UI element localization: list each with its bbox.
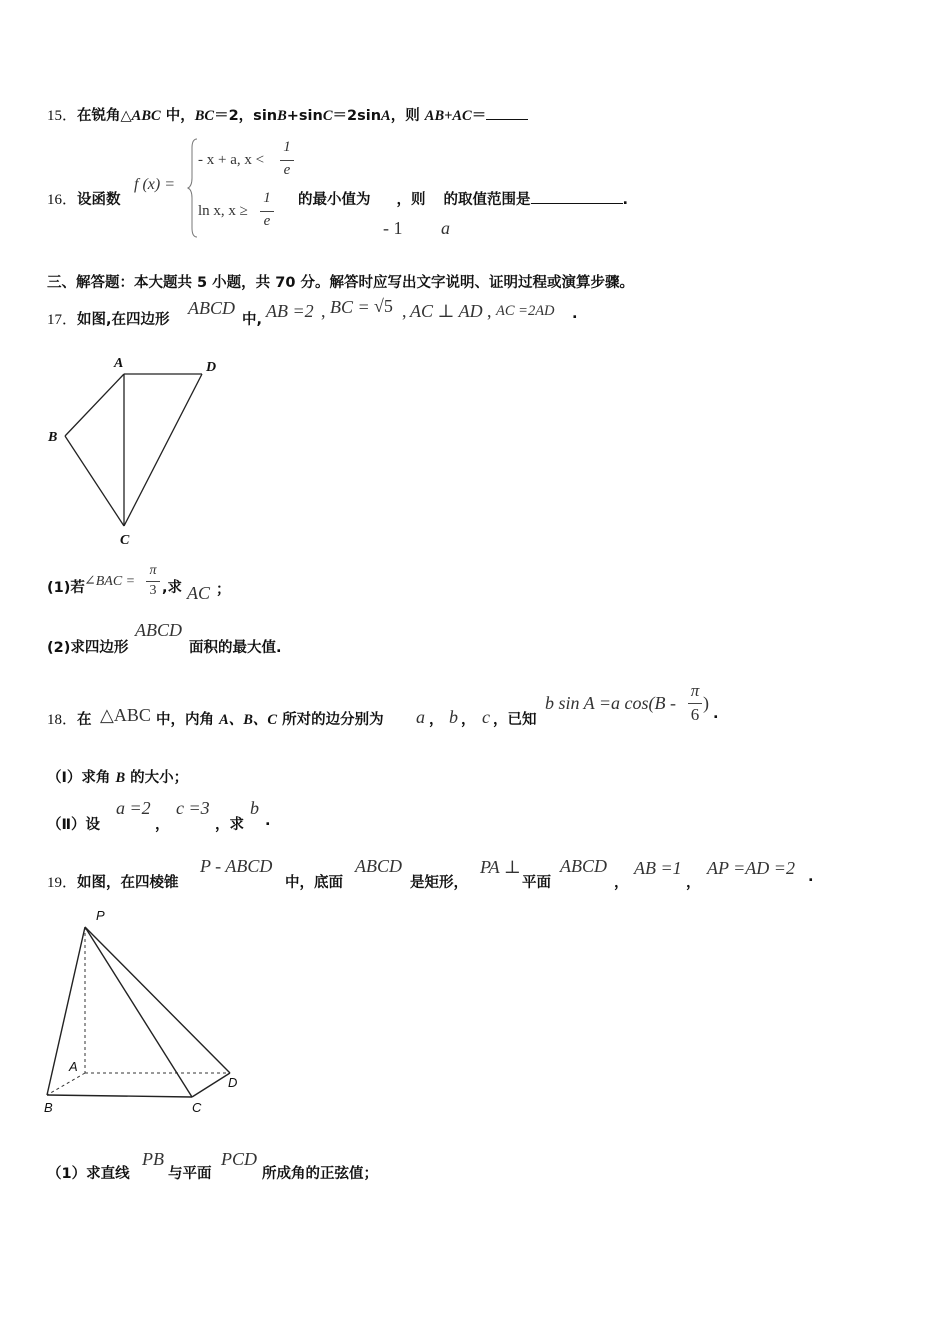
frac-2-numerator: 1 xyxy=(263,190,271,206)
vertex-label-c: C xyxy=(192,1100,202,1115)
side-b: b xyxy=(449,707,458,727)
q19-part-1-label: （1）求直线 xyxy=(47,1166,130,1182)
given-ap-ad: AP =AD =2 xyxy=(707,858,795,878)
vertex-label-d: D xyxy=(206,360,217,375)
comma: ， xyxy=(686,875,701,891)
comma: , xyxy=(321,301,326,321)
line-pb: PB xyxy=(142,1149,164,1169)
edge-cd xyxy=(192,1073,230,1097)
q18-part-2-label: （Ⅱ）设 xyxy=(47,817,101,833)
comma: , xyxy=(402,301,407,321)
given-perp: AC ⊥ AD xyxy=(410,301,483,321)
quad-abcd: ABCD xyxy=(188,298,235,318)
frac-3: 3 xyxy=(149,583,157,598)
part-1-label: (1)若 xyxy=(47,580,85,596)
comma: ， xyxy=(155,817,170,833)
base-abcd: ABCD xyxy=(355,856,402,876)
min-value: - 1 xyxy=(383,218,403,238)
function-fx: f (x) = xyxy=(134,176,175,193)
sqrt-5: √5 xyxy=(374,296,393,316)
period: . xyxy=(808,869,814,885)
text-base: 中，底面 xyxy=(285,875,343,891)
text-plane: 平面 xyxy=(522,875,551,891)
section-heading: 三、解答题：本大题共 5 小题，共 70 分。解答时应写出文字说明、证明过程或演算步骤。 xyxy=(47,275,634,291)
part-2-label: (2)求四边形 xyxy=(47,640,129,656)
question-19: 19．如图，在四棱锥 xyxy=(47,875,179,891)
text-plane: 与平面 xyxy=(168,1166,212,1182)
frac-bar xyxy=(260,211,274,212)
edge-ab xyxy=(47,1073,85,1095)
frac-bar xyxy=(688,703,702,704)
plane-abcd: ABCD xyxy=(560,856,607,876)
triangle-abc: △ABC xyxy=(100,705,151,725)
text-rectangle: 是矩形， xyxy=(410,875,468,891)
vertex-label-a: A xyxy=(114,356,124,371)
edge-pd xyxy=(85,927,230,1073)
frac-bar xyxy=(280,160,294,161)
pyramid-figure xyxy=(40,905,260,1115)
quadrilateral-figure xyxy=(40,350,240,550)
frac-pi: π xyxy=(149,563,157,578)
text-zhong: 中, xyxy=(242,312,263,328)
question-number: 18． xyxy=(47,712,78,728)
question-16-text: 的最小值为 ，则 的取值范围是 . xyxy=(298,188,628,209)
frac-1-numerator: 1 xyxy=(283,139,291,155)
vertex-label-d: D xyxy=(228,1075,238,1090)
period: . xyxy=(265,813,271,829)
given-ab: AB =2 xyxy=(266,301,314,321)
given-c: c =3 xyxy=(176,798,210,818)
part-2-text: 面积的最大值. xyxy=(189,640,282,656)
comma: ， xyxy=(461,712,476,728)
paren-close: ) xyxy=(703,693,709,713)
given-ac-2ad: AC =2AD xyxy=(496,303,555,319)
plane-pcd: PCD xyxy=(221,1149,257,1169)
quad-abcd: ABCD xyxy=(135,620,182,640)
edge-pb xyxy=(47,927,85,1095)
comma: , xyxy=(487,301,492,321)
pyramid-p-abcd: P - ABCD xyxy=(200,856,273,876)
text-qiu: ,求 xyxy=(162,580,183,596)
edge-bc xyxy=(47,1095,192,1097)
angle-bac: ∠BAC = xyxy=(84,574,136,589)
vertex-label-a: A xyxy=(69,1059,78,1074)
case-2: ln x, x ≥ xyxy=(198,203,248,219)
edge-cd xyxy=(124,374,202,526)
given-a: a =2 xyxy=(116,798,151,818)
question-number: 16． xyxy=(47,192,78,208)
part-1-text: 所成角的正弦值； xyxy=(262,1166,378,1182)
variable-a: a xyxy=(441,218,450,238)
q18-part-1: （Ⅰ）求角 B 的大小； xyxy=(47,770,189,786)
edge-pc xyxy=(85,927,192,1097)
frac-1-denominator: e xyxy=(283,162,291,178)
edge-bc xyxy=(65,436,124,526)
side-b: b xyxy=(250,798,259,818)
answer-blank xyxy=(486,105,528,120)
frac-6: 6 xyxy=(690,705,700,724)
comma: ， xyxy=(429,712,444,728)
edge-ab xyxy=(65,374,124,436)
pa-perp: PA ⊥ xyxy=(480,857,521,877)
equation: b sin A =a cos(B - xyxy=(545,693,676,713)
given-bc: BC = xyxy=(330,297,370,317)
semicolon: ； xyxy=(216,582,231,598)
question-number: 17． xyxy=(47,312,78,328)
side-a: a xyxy=(416,707,425,727)
period: . xyxy=(572,306,578,322)
vertex-label-b: B xyxy=(48,430,58,445)
frac-pi: π xyxy=(690,681,700,700)
period: . xyxy=(713,706,719,722)
question-number: 19． xyxy=(47,875,78,891)
given-ab: AB =1 xyxy=(634,858,682,878)
vertex-label-c: C xyxy=(120,533,130,548)
question-18: 18．在 xyxy=(47,712,92,728)
question-16: 16．设函数 xyxy=(47,192,121,208)
question-15: 15．在锐角△ABC 中，BC＝2，sinB+sinC＝2sinA，则 AB+AC＝ xyxy=(47,104,528,125)
side-c: c xyxy=(482,707,490,727)
frac-bar xyxy=(146,581,160,582)
case-1: - x + a, x < xyxy=(198,152,265,168)
vertex-label-p: P xyxy=(96,908,105,923)
side-ac: AC xyxy=(187,583,211,603)
answer-blank xyxy=(531,189,623,204)
question-18-text: 中，内角 A、B、C 所对的边分别为 xyxy=(156,712,384,728)
question-17: 17．如图,在四边形 xyxy=(47,312,170,328)
text-given: ，已知 xyxy=(493,712,537,728)
text-qiu: ，求 xyxy=(215,817,244,833)
comma: ， xyxy=(614,875,629,891)
question-number: 15． xyxy=(47,108,78,124)
frac-2-denominator: e xyxy=(263,213,271,229)
vertex-label-b: B xyxy=(44,1100,53,1115)
